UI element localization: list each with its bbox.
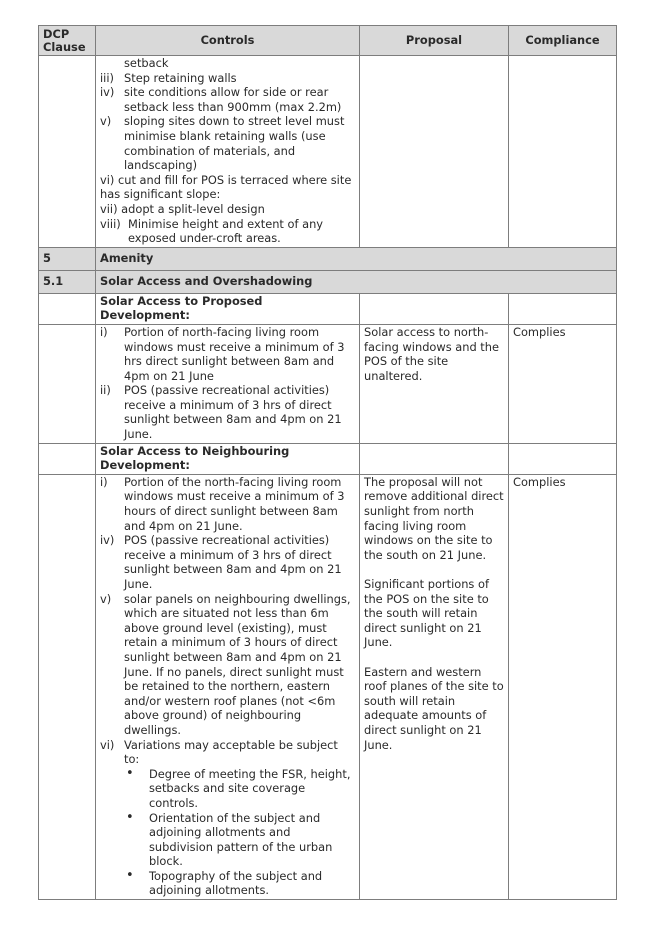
proposal-cell: [360, 56, 509, 248]
item-number: iv): [100, 85, 115, 100]
item-text: sloping sites down to street level must minimise blank retaining walls (use combination of materials, and landscaping): [124, 114, 345, 173]
item-text: Variations may acceptable be subject to:: [124, 737, 338, 767]
clause-cell: [39, 56, 96, 248]
bullet-icon: •: [126, 867, 134, 883]
compliance-cell: Complies: [509, 474, 617, 899]
item-text: Portion of the north-facing living room windows must receive a minimum of 3 hours of direct sunlight between 8am and 4pm on 21 June.: [124, 474, 345, 533]
proposal-cell: Solar access to north-facing windows and the POS of the site unaltered.: [360, 324, 509, 443]
bullet-text: Topography of the subject and adjoining allotments.: [149, 868, 323, 898]
dcp-compliance-table: [38, 25, 617, 900]
compliance-cell: Complies: [509, 324, 617, 443]
item-number: iv): [100, 533, 115, 548]
controls-cell: [96, 324, 360, 443]
bullet-text: Degree of meeting the FSR, height, setbacks and site coverage controls.: [149, 766, 351, 810]
item-text: solar panels on neighbouring dwellings, which are situated not less than 6m above ground level (existing), must retain a minimum of 3 hours of direct sunlight between 8am and 4pm on 21 June. If no panels, direct sunlight must be retained to the northern, eastern and/or western roof planes (not <6m above ground) of neighbouring dwellings.: [124, 591, 351, 737]
list-item: [100, 383, 355, 441]
header-dcp-clause: DCP Clause: [39, 26, 96, 56]
item-number: ii): [100, 383, 111, 398]
table-row-continuation: [39, 56, 617, 248]
header-proposal: Proposal: [360, 26, 509, 56]
section-title: Amenity: [96, 247, 617, 270]
table-row-neighbouring: [39, 474, 617, 899]
table-header-row: [39, 26, 617, 56]
section-row-amenity: [39, 247, 617, 270]
list-item: [100, 738, 355, 767]
setback-line: setback: [124, 56, 169, 70]
table-row-proposed: [39, 324, 617, 443]
list-item: [100, 85, 355, 114]
section-number: 5: [39, 247, 96, 270]
controls-cell: [96, 474, 360, 899]
section-row-solar: [39, 270, 617, 293]
item-number: iii): [100, 70, 114, 85]
list-item: [100, 217, 355, 246]
subheading-neighbouring: Solar Access to Neighbouring Development:: [96, 443, 360, 474]
item-text: POS (passive recreational activities) receive a minimum of 3 hrs of direct sunlight between 8am and 4pm on 21 June.: [124, 383, 342, 442]
header-controls: Controls: [96, 26, 360, 56]
list-item-vi: vi) cut and fill for POS is terraced where site has significant slope:: [100, 172, 352, 202]
list-item: [100, 325, 355, 383]
subheading-row-neighbouring: [39, 443, 617, 474]
bullet-item: [100, 869, 355, 898]
bullet-text: Orientation of the subject and adjoining allotments and subdivision pattern of the urban block.: [149, 810, 333, 869]
proposal-paragraph: Eastern and western roof planes of the site to south will retain adequate amounts of direct sunlight on 21 June.: [364, 664, 504, 752]
item-text: site conditions allow for side or rear setback less than 900mm (max 2.2m): [124, 85, 342, 114]
item-number: vi): [100, 737, 115, 752]
bullet-item: [100, 767, 355, 811]
bullet-item: [100, 811, 355, 869]
list-item: [100, 533, 355, 591]
item-text: POS (passive recreational activities) receive a minimum of 3 hrs of direct sunlight between 8am and 4pm on 21 June.: [124, 533, 342, 591]
section-number: 5.1: [39, 270, 96, 293]
bullet-icon: •: [126, 809, 134, 825]
item-text: Portion of north-facing living room windows must receive a minimum of 3 hrs direct sunlight between 8am and 4pm on 21 June: [124, 324, 345, 383]
item-number: viii): [100, 216, 121, 231]
list-item-vii: vii) adopt a split-level design: [100, 201, 265, 216]
subheading-row-proposed: [39, 293, 617, 324]
item-number: i): [100, 324, 108, 339]
section-title: Solar Access and Overshadowing: [96, 270, 617, 293]
item-number: v): [100, 591, 112, 606]
list-item: [100, 71, 355, 86]
list-item: [100, 592, 355, 738]
item-number: v): [100, 114, 112, 129]
subheading-proposed: Solar Access to Proposed Development:: [96, 293, 360, 324]
item-number: i): [100, 474, 108, 489]
proposal-paragraph: The proposal will not remove additional direct sunlight from north facing living room windows on the site to the south on 21 June.: [364, 474, 504, 562]
proposal-cell: [360, 474, 509, 899]
compliance-cell: [509, 56, 617, 248]
list-item: [100, 114, 355, 172]
list-item: [100, 475, 355, 533]
proposal-paragraph: Significant portions of the POS on the site to the south will retain direct sunlight on 21 June.: [364, 577, 489, 650]
controls-cell: [96, 56, 360, 248]
bullet-icon: •: [126, 765, 134, 781]
header-compliance: Compliance: [509, 26, 617, 56]
item-text: Minimise height and extent of any exposed under-croft areas.: [128, 216, 324, 246]
item-text: Step retaining walls: [124, 70, 237, 85]
